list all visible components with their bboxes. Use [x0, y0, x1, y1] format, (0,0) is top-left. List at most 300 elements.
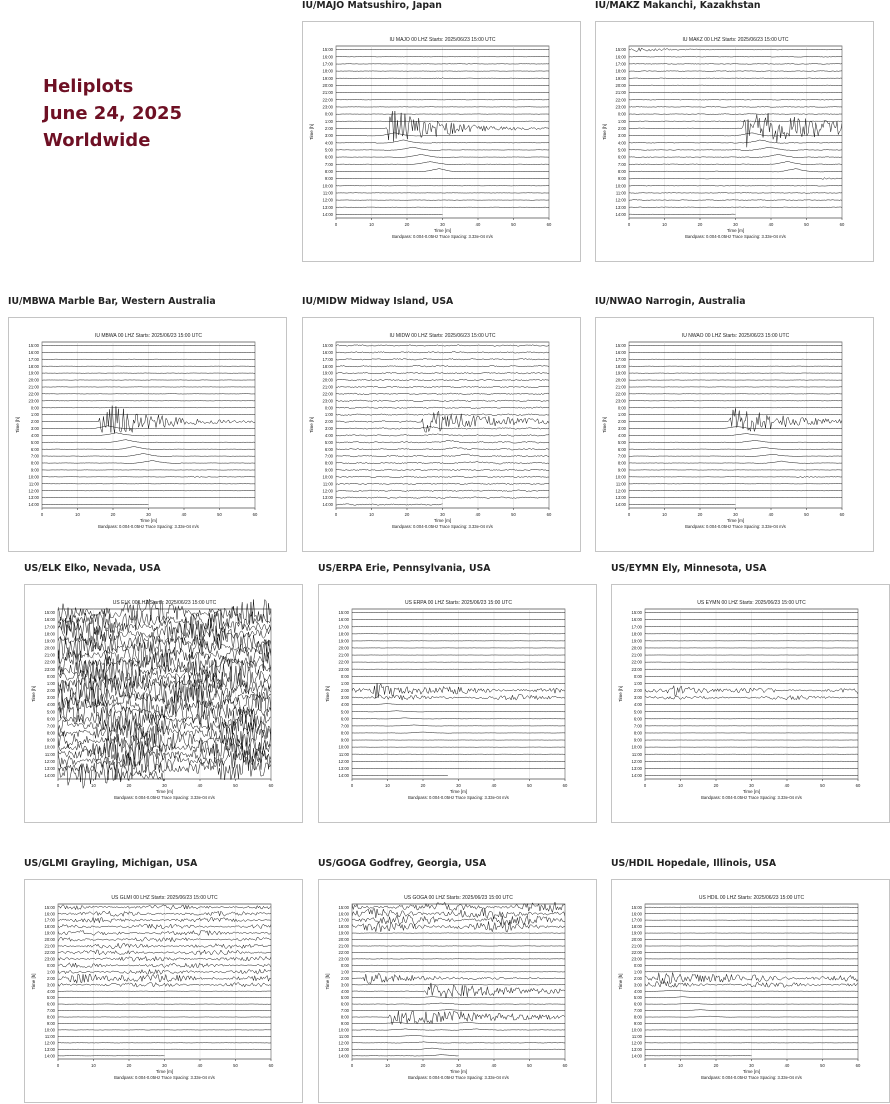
y-tick-label: 20:00 — [323, 83, 334, 88]
heliplot-svg — [303, 318, 582, 553]
plot-footer: Bandpass: 0.004-0.05Hz Trace Spacing: 3.33e-04 m/s — [114, 1075, 215, 1080]
y-tick-label: 1:00 — [47, 969, 56, 974]
y-tick-label: 4:00 — [341, 989, 350, 994]
y-tick-label: 17:00 — [45, 918, 56, 923]
y-tick-label: 2:00 — [325, 419, 334, 424]
y-tick-label: 0:00 — [47, 963, 56, 968]
y-tick-label: 17:00 — [323, 62, 334, 67]
y-tick-label: 8:00 — [31, 461, 40, 466]
heliplot-image[interactable] — [611, 584, 890, 823]
x-tick-label: 20 — [714, 783, 719, 788]
y-tick-label: 12:00 — [29, 488, 40, 493]
y-axis-label: Time [h] — [325, 686, 330, 702]
x-tick-label: 20 — [405, 222, 410, 227]
heliplot-image[interactable] — [302, 317, 581, 552]
x-tick-label: 0 — [57, 783, 60, 788]
y-tick-label: 15:00 — [323, 47, 334, 52]
x-tick-label: 50 — [233, 783, 238, 788]
y-tick-label: 17:00 — [632, 624, 643, 629]
trace-row — [352, 1055, 459, 1056]
station-title: US/GLMI Grayling, Michigan, USA — [24, 858, 197, 869]
y-tick-label: 16:00 — [339, 617, 350, 622]
y-tick-label: 18:00 — [616, 364, 627, 369]
y-tick-label: 9:00 — [31, 468, 40, 473]
y-tick-label: 10:00 — [45, 1028, 56, 1033]
y-tick-label: 6:00 — [341, 716, 350, 721]
heliplot-image[interactable] — [24, 879, 303, 1103]
y-tick-label: 22:00 — [323, 391, 334, 396]
y-tick-label: 11:00 — [323, 191, 334, 196]
x-tick-label: 0 — [351, 1063, 354, 1068]
x-tick-label: 10 — [369, 222, 374, 227]
y-tick-label: 18:00 — [323, 364, 334, 369]
y-tick-label: 16:00 — [339, 911, 350, 916]
y-tick-label: 5:00 — [47, 995, 56, 1000]
heliplot-svg — [596, 22, 875, 263]
heliplot-image[interactable] — [595, 21, 874, 262]
y-tick-label: 7:00 — [634, 723, 643, 728]
heliplot-svg — [319, 585, 598, 824]
y-axis-label: Time [h] — [618, 686, 623, 702]
y-tick-label: 2:00 — [47, 688, 56, 693]
y-tick-label: 3:00 — [341, 982, 350, 987]
station-title: IU/MIDW Midway Island, USA — [302, 296, 453, 307]
y-tick-label: 6:00 — [618, 447, 627, 452]
station-glmi — [24, 858, 303, 1103]
y-tick-label: 2:00 — [618, 126, 627, 131]
y-tick-label: 14:00 — [616, 502, 627, 507]
y-tick-label: 9:00 — [325, 468, 334, 473]
y-tick-label: 6:00 — [47, 716, 56, 721]
y-tick-label: 14:00 — [632, 773, 643, 778]
heliplot-image[interactable] — [595, 317, 874, 552]
x-tick-label: 60 — [269, 783, 274, 788]
y-tick-label: 20:00 — [339, 937, 350, 942]
x-tick-label: 50 — [217, 512, 222, 517]
x-tick-label: 40 — [785, 783, 790, 788]
y-tick-label: 23:00 — [632, 956, 643, 961]
y-tick-label: 18:00 — [45, 631, 56, 636]
plot-title: US ERPA 00 LHZ Starts: 2025/06/23 15:00 UTC — [405, 600, 512, 606]
y-tick-label: 15:00 — [616, 47, 627, 52]
y-tick-label: 16:00 — [29, 350, 40, 355]
x-tick-label: 30 — [162, 1063, 167, 1068]
station-mbwa — [8, 296, 287, 552]
y-tick-label: 20:00 — [616, 378, 627, 383]
y-tick-label: 21:00 — [632, 653, 643, 658]
x-tick-label: 60 — [840, 222, 845, 227]
station-erpa — [318, 563, 597, 823]
y-tick-label: 15:00 — [29, 343, 40, 348]
y-tick-label: 8:00 — [634, 731, 643, 736]
x-tick-label: 30 — [456, 1063, 461, 1068]
plot-footer: Bandpass: 0.004-0.05Hz Trace Spacing: 3.33e-04 m/s — [98, 524, 199, 529]
y-tick-label: 12:00 — [323, 488, 334, 493]
y-tick-label: 11:00 — [616, 481, 627, 486]
heliplot-svg — [596, 318, 875, 553]
y-tick-label: 18:00 — [339, 924, 350, 929]
y-tick-label: 2:00 — [634, 976, 643, 981]
y-tick-label: 7:00 — [618, 454, 627, 459]
y-tick-label: 23:00 — [632, 667, 643, 672]
plot-title: IU NWAO 00 LHZ Starts: 2025/06/23 15:00 UTC — [682, 333, 790, 339]
y-tick-label: 23:00 — [323, 398, 334, 403]
y-tick-label: 4:00 — [31, 433, 40, 438]
heliplot-image[interactable] — [8, 317, 287, 552]
heliplot-svg — [612, 880, 890, 1104]
y-tick-label: 5:00 — [325, 440, 334, 445]
y-tick-label: 10:00 — [616, 183, 627, 188]
y-tick-label: 5:00 — [618, 440, 627, 445]
y-tick-label: 23:00 — [339, 667, 350, 672]
x-axis-label: Time [m] — [450, 789, 467, 794]
y-tick-label: 2:00 — [618, 419, 627, 424]
y-tick-label: 0:00 — [618, 405, 627, 410]
station-majo — [302, 0, 581, 262]
x-axis-label: Time [m] — [156, 1069, 173, 1074]
x-axis-label: Time [m] — [156, 789, 173, 794]
y-tick-label: 0:00 — [634, 963, 643, 968]
x-tick-label: 10 — [662, 512, 667, 517]
y-tick-label: 17:00 — [45, 624, 56, 629]
y-tick-label: 23:00 — [45, 667, 56, 672]
y-tick-label: 4:00 — [618, 140, 627, 145]
heliplot-svg — [9, 318, 288, 553]
x-tick-label: 10 — [91, 1063, 96, 1068]
x-tick-label: 30 — [440, 222, 445, 227]
x-tick-label: 30 — [749, 783, 754, 788]
x-tick-label: 20 — [127, 1063, 132, 1068]
y-tick-label: 13:00 — [616, 495, 627, 500]
y-tick-label: 17:00 — [616, 62, 627, 67]
y-tick-label: 22:00 — [45, 660, 56, 665]
y-tick-label: 3:00 — [618, 133, 627, 138]
y-tick-label: 2:00 — [31, 419, 40, 424]
x-tick-label: 10 — [91, 783, 96, 788]
y-tick-label: 22:00 — [616, 391, 627, 396]
y-tick-label: 3:00 — [47, 695, 56, 700]
plot-footer: Bandpass: 0.004-0.05Hz Trace Spacing: 3.33e-04 m/s — [701, 1075, 802, 1080]
x-tick-label: 60 — [547, 222, 552, 227]
y-tick-label: 9:00 — [634, 738, 643, 743]
x-tick-label: 60 — [856, 783, 861, 788]
y-axis-label: Time [h] — [309, 124, 314, 140]
trace-row — [629, 214, 736, 215]
y-tick-label: 2:00 — [325, 126, 334, 131]
plot-title: IU MAJO 00 LHZ Starts: 2025/06/23 15:00 UTC — [390, 37, 496, 43]
y-tick-label: 2:00 — [47, 976, 56, 981]
y-tick-label: 15:00 — [339, 905, 350, 910]
y-tick-label: 19:00 — [632, 638, 643, 643]
station-title: US/HDIL Hopedale, Illinois, USA — [611, 858, 776, 869]
y-tick-label: 1:00 — [341, 969, 350, 974]
y-tick-label: 11:00 — [45, 752, 56, 757]
y-tick-label: 3:00 — [634, 695, 643, 700]
y-tick-label: 9:00 — [47, 738, 56, 743]
y-tick-label: 8:00 — [618, 169, 627, 174]
x-tick-label: 60 — [269, 1063, 274, 1068]
y-tick-label: 10:00 — [339, 1028, 350, 1033]
y-tick-label: 12:00 — [339, 1040, 350, 1045]
y-tick-label: 0:00 — [31, 405, 40, 410]
y-tick-label: 6:00 — [634, 1002, 643, 1007]
y-tick-label: 19:00 — [632, 931, 643, 936]
y-tick-label: 7:00 — [341, 1008, 350, 1013]
station-title: IU/NWAO Narrogin, Australia — [595, 296, 746, 307]
plot-footer: Bandpass: 0.004-0.05Hz Trace Spacing: 3.33e-04 m/s — [685, 234, 786, 239]
y-tick-label: 22:00 — [339, 950, 350, 955]
y-tick-label: 1:00 — [47, 681, 56, 686]
plot-title: IU MAKZ 00 LHZ Starts: 2025/06/23 15:00 UTC — [683, 37, 789, 43]
y-tick-label: 6:00 — [325, 447, 334, 452]
y-tick-label: 18:00 — [29, 364, 40, 369]
y-tick-label: 21:00 — [45, 944, 56, 949]
x-tick-label: 50 — [820, 1063, 825, 1068]
x-tick-label: 10 — [369, 512, 374, 517]
x-tick-label: 0 — [335, 512, 338, 517]
y-tick-label: 13:00 — [45, 1047, 56, 1052]
x-tick-label: 40 — [476, 512, 481, 517]
y-tick-label: 1:00 — [634, 969, 643, 974]
y-tick-label: 16:00 — [632, 911, 643, 916]
y-tick-label: 0:00 — [634, 674, 643, 679]
plot-title: US EYMN 00 LHZ Starts: 2025/06/23 15:00 UTC — [697, 600, 806, 606]
x-tick-label: 60 — [563, 1063, 568, 1068]
x-tick-label: 50 — [527, 783, 532, 788]
y-tick-label: 21:00 — [45, 653, 56, 658]
x-tick-label: 30 — [733, 512, 738, 517]
heliplot-image[interactable] — [611, 879, 890, 1103]
y-tick-label: 13:00 — [339, 766, 350, 771]
y-tick-label: 23:00 — [45, 956, 56, 961]
y-tick-label: 4:00 — [47, 702, 56, 707]
x-axis-label: Time [m] — [140, 518, 157, 523]
x-tick-label: 0 — [644, 783, 647, 788]
x-tick-label: 30 — [146, 512, 151, 517]
y-tick-label: 22:00 — [339, 660, 350, 665]
y-tick-label: 3:00 — [341, 695, 350, 700]
y-tick-label: 7:00 — [618, 162, 627, 167]
x-axis-label: Time [m] — [434, 228, 451, 233]
y-tick-label: 2:00 — [341, 976, 350, 981]
heliplot-image[interactable] — [24, 584, 303, 823]
plot-title: US GOGA 00 LHZ Starts: 2025/06/23 15:00 UTC — [404, 895, 513, 901]
y-axis-label: Time [h] — [602, 417, 607, 433]
x-tick-label: 60 — [563, 783, 568, 788]
x-tick-label: 10 — [678, 783, 683, 788]
x-tick-label: 0 — [41, 512, 44, 517]
x-tick-label: 0 — [644, 1063, 647, 1068]
y-tick-label: 4:00 — [47, 989, 56, 994]
plot-title: US GLMI 00 LHZ Starts: 2025/06/23 15:00 UTC — [111, 895, 218, 901]
y-tick-label: 5:00 — [47, 709, 56, 714]
y-tick-label: 17:00 — [632, 918, 643, 923]
station-title: US/GOGA Godfrey, Georgia, USA — [318, 858, 486, 869]
y-tick-label: 11:00 — [339, 1034, 350, 1039]
station-title: IU/MAKZ Makanchi, Kazakhstan — [595, 0, 761, 11]
y-tick-label: 12:00 — [616, 488, 627, 493]
y-tick-label: 3:00 — [634, 982, 643, 987]
y-tick-label: 7:00 — [47, 1008, 56, 1013]
y-tick-label: 1:00 — [341, 681, 350, 686]
y-axis-label: Time [h] — [602, 124, 607, 140]
y-tick-label: 1:00 — [618, 119, 627, 124]
y-tick-label: 23:00 — [616, 105, 627, 110]
x-tick-label: 10 — [385, 783, 390, 788]
y-tick-label: 15:00 — [339, 610, 350, 615]
y-tick-label: 16:00 — [616, 54, 627, 59]
y-tick-label: 9:00 — [618, 176, 627, 181]
y-tick-label: 9:00 — [341, 1021, 350, 1026]
y-tick-label: 1:00 — [325, 412, 334, 417]
plot-footer: Bandpass: 0.004-0.05Hz Trace Spacing: 3.33e-04 m/s — [408, 795, 509, 800]
y-tick-label: 8:00 — [47, 731, 56, 736]
y-tick-label: 19:00 — [29, 371, 40, 376]
y-tick-label: 4:00 — [634, 989, 643, 994]
y-tick-label: 9:00 — [325, 176, 334, 181]
y-tick-label: 20:00 — [45, 646, 56, 651]
y-tick-label: 23:00 — [29, 398, 40, 403]
y-tick-label: 13:00 — [323, 205, 334, 210]
x-tick-label: 40 — [492, 783, 497, 788]
y-tick-label: 1:00 — [618, 412, 627, 417]
y-tick-label: 1:00 — [634, 681, 643, 686]
y-tick-label: 22:00 — [616, 97, 627, 102]
y-tick-label: 14:00 — [632, 1053, 643, 1058]
y-tick-label: 4:00 — [618, 433, 627, 438]
y-tick-label: 8:00 — [325, 169, 334, 174]
y-tick-label: 4:00 — [634, 702, 643, 707]
heliplot-svg — [612, 585, 890, 824]
plot-footer: Bandpass: 0.004-0.05Hz Trace Spacing: 3.33e-04 m/s — [408, 1075, 509, 1080]
y-tick-label: 3:00 — [31, 426, 40, 431]
y-tick-label: 17:00 — [323, 357, 334, 362]
y-tick-label: 15:00 — [616, 343, 627, 348]
y-tick-label: 12:00 — [339, 759, 350, 764]
heliplot-image[interactable] — [302, 21, 581, 262]
y-tick-label: 22:00 — [632, 950, 643, 955]
y-tick-label: 7:00 — [341, 723, 350, 728]
y-axis-label: Time [h] — [309, 417, 314, 433]
x-tick-label: 40 — [769, 512, 774, 517]
y-tick-label: 3:00 — [325, 133, 334, 138]
heliplot-image[interactable] — [318, 584, 597, 823]
y-tick-label: 18:00 — [616, 69, 627, 74]
trace-row — [336, 504, 443, 505]
x-axis-label: Time [m] — [434, 518, 451, 523]
y-tick-label: 19:00 — [323, 76, 334, 81]
y-tick-label: 20:00 — [632, 646, 643, 651]
y-tick-label: 15:00 — [45, 905, 56, 910]
y-tick-label: 14:00 — [29, 502, 40, 507]
y-tick-label: 7:00 — [31, 454, 40, 459]
plot-footer: Bandpass: 0.004-0.05Hz Trace Spacing: 3.33e-04 m/s — [114, 795, 215, 800]
x-tick-label: 10 — [662, 222, 667, 227]
y-tick-label: 19:00 — [339, 638, 350, 643]
y-tick-label: 22:00 — [632, 660, 643, 665]
y-tick-label: 10:00 — [29, 474, 40, 479]
station-hdil — [611, 858, 890, 1103]
y-tick-label: 23:00 — [616, 398, 627, 403]
y-tick-label: 12:00 — [632, 1040, 643, 1045]
y-tick-label: 22:00 — [45, 950, 56, 955]
x-tick-label: 40 — [785, 1063, 790, 1068]
y-tick-label: 15:00 — [632, 610, 643, 615]
y-tick-label: 18:00 — [339, 631, 350, 636]
y-tick-label: 0:00 — [47, 674, 56, 679]
y-tick-label: 6:00 — [634, 716, 643, 721]
y-tick-label: 9:00 — [47, 1021, 56, 1026]
x-tick-label: 50 — [820, 783, 825, 788]
station-eymn — [611, 563, 890, 823]
y-tick-label: 1:00 — [31, 412, 40, 417]
y-axis-label: Time [h] — [15, 417, 20, 433]
x-tick-label: 50 — [804, 512, 809, 517]
station-midw — [302, 296, 581, 552]
heliplot-image[interactable] — [318, 879, 597, 1103]
y-tick-label: 10:00 — [323, 474, 334, 479]
y-tick-label: 21:00 — [339, 944, 350, 949]
y-tick-label: 8:00 — [618, 461, 627, 466]
x-tick-label: 0 — [335, 222, 338, 227]
y-tick-label: 5:00 — [634, 995, 643, 1000]
x-tick-label: 30 — [456, 783, 461, 788]
y-tick-label: 2:00 — [341, 688, 350, 693]
y-tick-label: 13:00 — [616, 205, 627, 210]
y-tick-label: 16:00 — [45, 617, 56, 622]
y-tick-label: 17:00 — [339, 918, 350, 923]
x-tick-label: 0 — [57, 1063, 60, 1068]
y-tick-label: 14:00 — [45, 773, 56, 778]
y-tick-label: 19:00 — [323, 371, 334, 376]
y-tick-label: 14:00 — [339, 1053, 350, 1058]
x-tick-label: 60 — [856, 1063, 861, 1068]
y-tick-label: 16:00 — [45, 911, 56, 916]
y-tick-label: 3:00 — [325, 426, 334, 431]
plot-footer: Bandpass: 0.004-0.05Hz Trace Spacing: 3.33e-04 m/s — [685, 524, 786, 529]
x-tick-label: 10 — [385, 1063, 390, 1068]
y-tick-label: 5:00 — [31, 440, 40, 445]
y-tick-label: 11:00 — [616, 191, 627, 196]
y-tick-label: 11:00 — [339, 752, 350, 757]
y-tick-label: 20:00 — [632, 937, 643, 942]
y-tick-label: 20:00 — [45, 937, 56, 942]
y-tick-label: 23:00 — [339, 956, 350, 961]
y-tick-label: 21:00 — [616, 385, 627, 390]
x-tick-label: 50 — [233, 1063, 238, 1068]
y-tick-label: 12:00 — [616, 198, 627, 203]
y-tick-label: 3:00 — [618, 426, 627, 431]
y-tick-label: 1:00 — [325, 119, 334, 124]
x-tick-label: 60 — [547, 512, 552, 517]
y-tick-label: 14:00 — [339, 773, 350, 778]
x-tick-label: 20 — [127, 783, 132, 788]
headline-line-2: June 24, 2025 — [43, 100, 293, 127]
y-tick-label: 0:00 — [325, 405, 334, 410]
headline-line-3: Worldwide — [43, 127, 293, 154]
x-tick-label: 20 — [421, 1063, 426, 1068]
y-tick-label: 13:00 — [632, 1047, 643, 1052]
y-tick-label: 16:00 — [323, 350, 334, 355]
y-tick-label: 4:00 — [341, 702, 350, 707]
x-tick-label: 50 — [511, 222, 516, 227]
y-tick-label: 12:00 — [45, 1040, 56, 1045]
y-axis-label: Time [h] — [618, 973, 623, 989]
y-tick-label: 21:00 — [616, 90, 627, 95]
y-tick-label: 10:00 — [323, 183, 334, 188]
y-tick-label: 19:00 — [45, 931, 56, 936]
y-tick-label: 20:00 — [339, 646, 350, 651]
